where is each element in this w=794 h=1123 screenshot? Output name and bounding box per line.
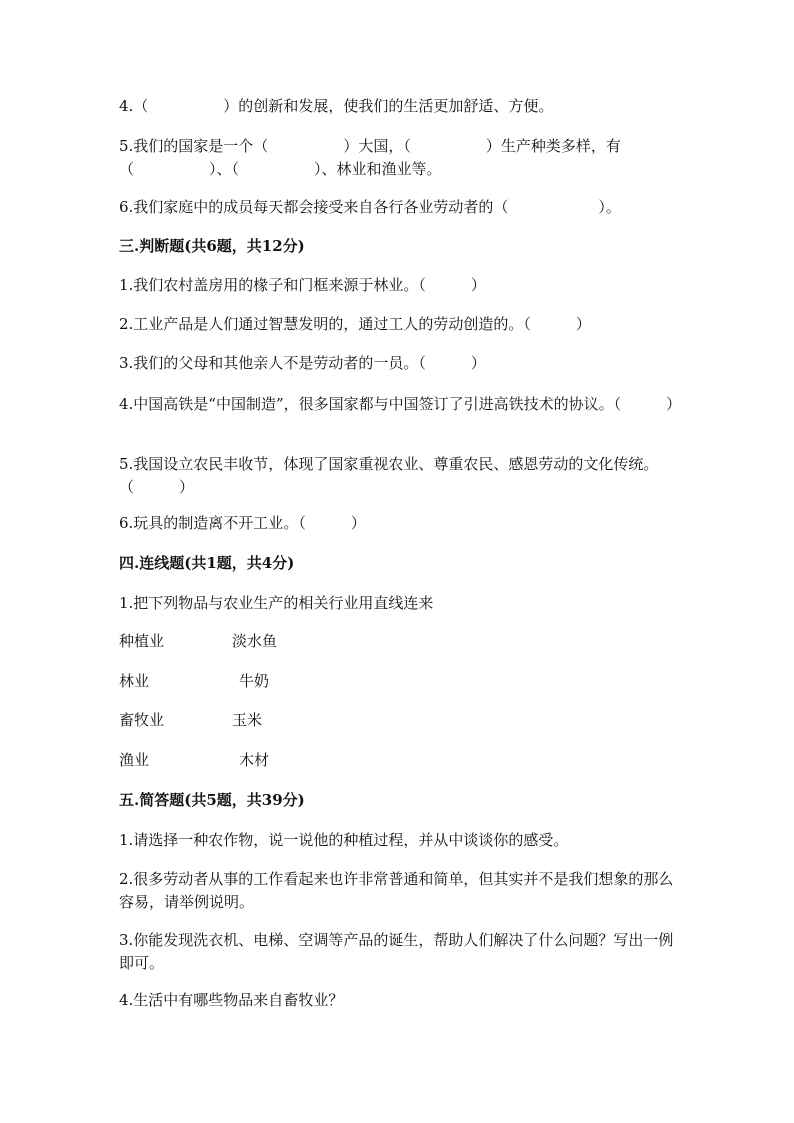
judge-question-4: 4.中国高铁是“中国制造”，很多国家都与中国签订了引进高铁技术的协议。（ ） — [119, 395, 682, 413]
fill-question-5: 5.我们的国家是一个（ ）大国，（ ）生产种类多样，有（ ）、（ ）、林业和渔业等。 — [119, 137, 621, 178]
match-left-item: 种植业 — [119, 632, 165, 650]
judge-question-1: 1.我们农村盖房用的椽子和门框来源于林业。（ ） — [119, 276, 486, 294]
match-right-item: 淡水鱼 — [232, 632, 278, 650]
short-question-2: 2.很多劳动者从事的工作看起来也许非常普通和简单，但其实并不是我们想象的那么容易，请举例说明。 — [119, 870, 674, 911]
match-right-item: 木材 — [239, 751, 270, 769]
judge-question-3: 3.我们的父母和其他亲人不是劳动者的一员。（ ） — [119, 354, 486, 372]
short-section-heading: 五.简答题(共5题，共39分) — [119, 791, 305, 809]
fill-question-6: 6.我们家庭中的成员每天都会接受来自各行各业劳动者的（ ）。 — [119, 198, 621, 216]
judge-section-heading: 三.判断题(共6题，共12分) — [119, 237, 305, 255]
match-right-item: 牛奶 — [239, 672, 270, 690]
match-question-1: 1.把下列物品与农业生产的相关行业用直线连来 — [119, 594, 434, 612]
match-left-item: 畜牧业 — [119, 711, 165, 729]
match-section-heading: 四.连线题(共1题，共4分) — [119, 554, 295, 572]
short-question-1: 1.请选择一种农作物，说一说他的种植过程，并从中谈谈你的感受。 — [119, 831, 569, 849]
match-left-item: 渔业 — [119, 751, 150, 769]
match-right-item: 玉米 — [232, 711, 263, 729]
judge-question-6: 6.玩具的制造离不开工业。（ ） — [119, 514, 366, 532]
short-question-4: 4.生活中有哪些物品来自畜牧业？ — [119, 991, 344, 1009]
match-left-item: 林业 — [119, 672, 150, 690]
short-question-3: 3.你能发现洗衣机、电梯、空调等产品的诞生，帮助人们解决了什么问题？写出一例即可。 — [119, 931, 674, 972]
judge-question-2: 2.工业产品是人们通过智慧发明的，通过工人的劳动创造的。（ ） — [119, 315, 591, 333]
judge-question-5: 5.我国设立农民丰收节，体现了国家重视农业、尊重农民、感恩劳动的文化传统。（ ） — [119, 455, 659, 496]
fill-question-4: 4.（ ）的创新和发展，使我们的生活更加舒适、方便。 — [119, 97, 554, 115]
